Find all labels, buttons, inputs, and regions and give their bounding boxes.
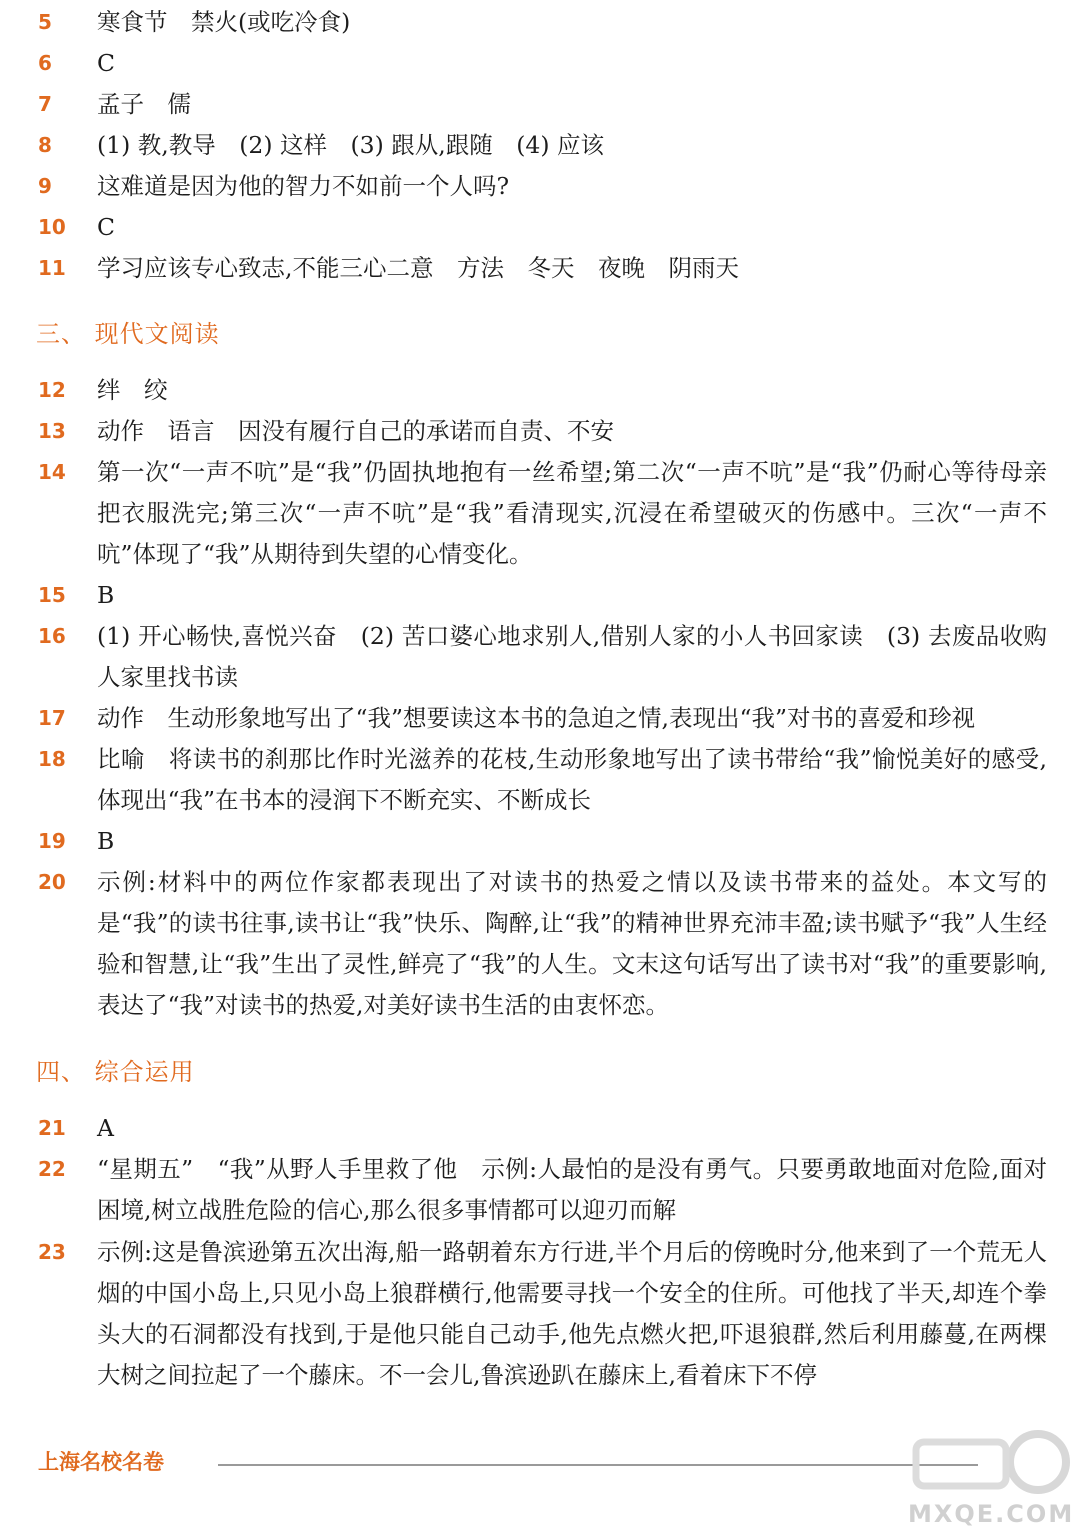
item-text: C	[97, 49, 115, 77]
answer-item-22	[0, 1149, 1090, 1231]
answer-item-17	[0, 698, 1090, 739]
answer-item-20	[0, 862, 1090, 1026]
item-text: 绊 绞	[97, 376, 168, 404]
item-number: 16	[38, 624, 66, 648]
item-text: 这难道是因为他的智力不如前一个人吗?	[97, 172, 510, 200]
item-text: 示例:材料中的两位作家都表现出了对读书的热爱之情以及读书带来的益处。本文写的是“我”的读书往事,读书让“我”快乐、陶醉,让“我”的精神世界充沛丰盈;读书赋予“我”人生经验和智慧,让“我”生出了灵性,鲜亮了“我”的人生。文末这句话写出了读书对“我”的重要影响,表达了“我”对读书的热爱,对美好读书生活的由衷怀恋。	[97, 868, 1047, 1019]
answer-item-5	[0, 2, 1090, 43]
watermark-text: MXQE.COM	[908, 1500, 1075, 1528]
section-heading-modern-reading: 三、 现代文阅读	[36, 320, 220, 348]
item-number: 8	[38, 133, 52, 157]
item-number: 12	[38, 378, 66, 402]
answer-item-19	[0, 821, 1090, 862]
item-number: 14	[38, 460, 66, 484]
item-text: 动作 生动形象地写出了“我”想要读这本书的急迫之情,表现出“我”对书的喜爱和珍视	[97, 704, 976, 732]
item-number: 7	[38, 92, 52, 116]
answer-item-23	[0, 1232, 1090, 1396]
item-number: 10	[38, 215, 66, 239]
section-heading-integrated-use: 四、 综合运用	[36, 1058, 195, 1086]
item-text: 比喻 将读书的刹那比作时光滋养的花枝,生动形象地写出了读书带给“我”愉悦美好的感受,体现出“我”在书本的浸润下不断充实、不断成长	[97, 745, 1047, 814]
item-number: 20	[38, 870, 66, 894]
item-text: A	[97, 1114, 114, 1142]
item-number: 23	[38, 1240, 66, 1264]
answer-item-12	[0, 370, 1090, 411]
answer-item-10	[0, 207, 1090, 248]
answer-item-16	[0, 616, 1090, 698]
footer-brand: 上海名校名卷	[38, 1450, 164, 1474]
item-text: 孟子 儒	[97, 90, 191, 118]
answer-item-11	[0, 248, 1090, 289]
answer-item-9	[0, 166, 1090, 207]
item-number: 19	[38, 829, 66, 853]
item-number: 15	[38, 583, 66, 607]
item-text: B	[97, 827, 115, 855]
item-text: 动作 语言 因没有履行自己的承诺而自责、不安	[97, 417, 614, 445]
item-number: 21	[38, 1116, 66, 1140]
item-text: C	[97, 213, 115, 241]
answer-item-6	[0, 43, 1090, 84]
item-text: (1) 开心畅快,喜悦兴奋 (2) 苦口婆心地求别人,借别人家的小人书回家读 (3) 去废品收购人家里找书读	[97, 622, 1047, 691]
answer-item-13	[0, 411, 1090, 452]
item-text: “星期五” “我”从野人手里救了他 示例:人最怕的是没有勇气。只要勇敢地面对危险,面对困境,树立战胜危险的信心,那么很多事情都可以迎刃而解	[97, 1155, 1047, 1224]
item-text: 示例:这是鲁滨逊第五次出海,船一路朝着东方行进,半个月后的傍晚时分,他来到了一个荒无人烟的中国小岛上,只见小岛上狼群横行,他需要寻找一个安全的住所。可他找了半天,却连个拳头大的石洞都没有找到,于是他只能自己动手,他先点燃火把,吓退狼群,然后利用藤蔓,在两棵大树之间拉起了一个藤床。不一会儿,鲁滨逊趴在藤床上,看着床下不停	[97, 1238, 1047, 1389]
item-number: 9	[38, 174, 52, 198]
answer-item-18	[0, 739, 1090, 821]
footer-divider	[218, 1464, 978, 1466]
answer-item-21	[0, 1108, 1090, 1149]
answer-item-14	[0, 452, 1090, 575]
answer-item-7	[0, 84, 1090, 125]
item-number: 18	[38, 747, 66, 771]
item-text: 寒食节 禁火(或吃冷食)	[97, 8, 351, 36]
item-text: B	[97, 581, 115, 609]
item-number: 6	[38, 51, 52, 75]
answer-item-8	[0, 125, 1090, 166]
item-number: 5	[38, 10, 52, 34]
item-text: 学习应该专心致志,不能三心二意 方法 冬天 夜晚 阴雨天	[97, 254, 739, 282]
item-number: 17	[38, 706, 66, 730]
answer-item-15	[0, 575, 1090, 616]
item-number: 22	[38, 1157, 66, 1181]
item-number: 11	[38, 256, 66, 280]
item-number: 13	[38, 419, 66, 443]
item-text: (1) 教,教导 (2) 这样 (3) 跟从,跟随 (4) 应该	[97, 131, 604, 159]
item-text: 第一次“一声不吭”是“我”仍固执地抱有一丝希望;第二次“一声不吭”是“我”仍耐心等待母亲把衣服洗完;第三次“一声不吭”是“我”看清现实,沉浸在希望破灭的伤感中。三次“一声不吭”体现了“我”从期待到失望的心情变化。	[97, 458, 1047, 568]
